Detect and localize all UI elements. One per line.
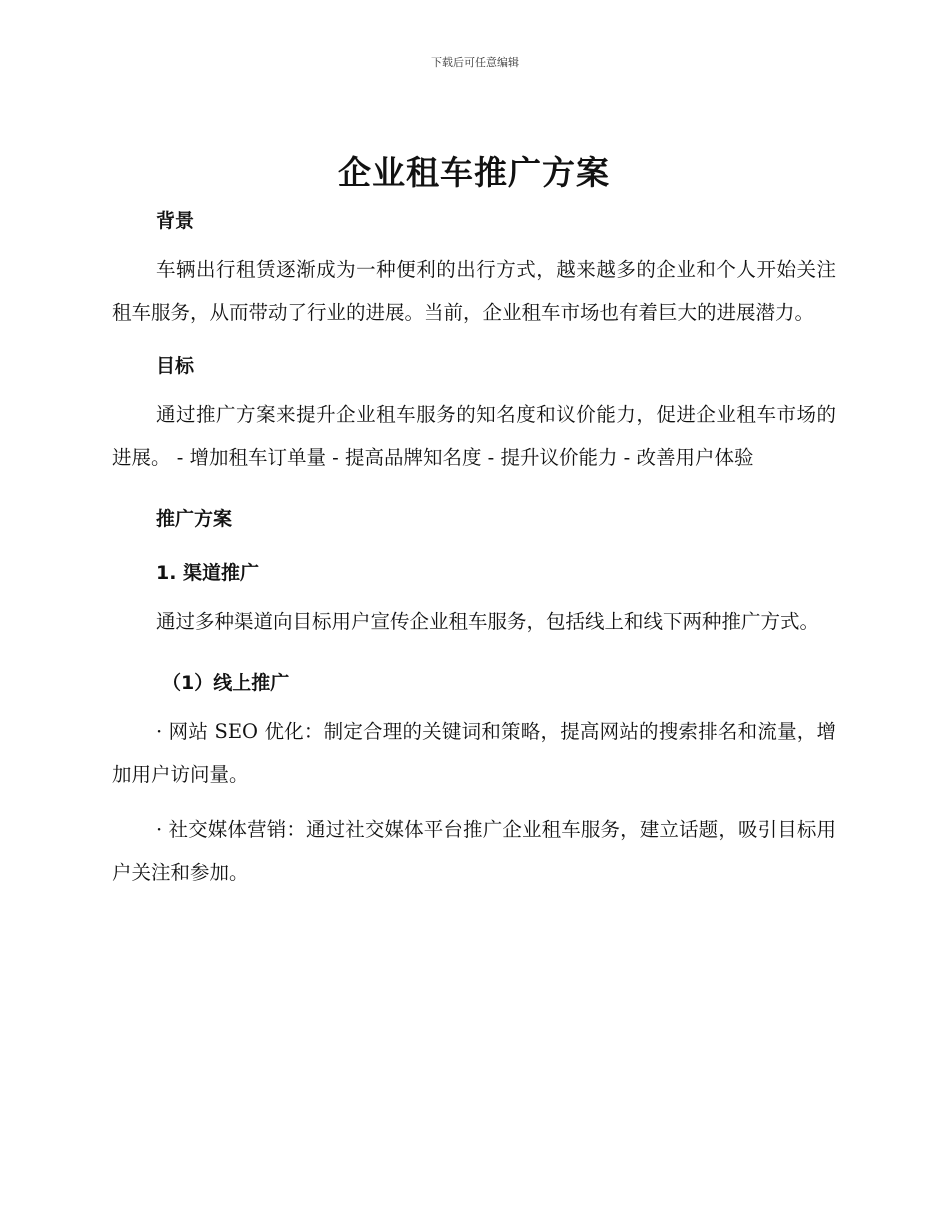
section-heading-plan: 推广方案 <box>156 508 233 530</box>
list-item-seo: · 网站 SEO 优化：制定合理的关键词和策略，提高网站的搜索排名和流量，增加用户访问量。 <box>112 720 836 786</box>
paragraph-goal: 通过推广方案来提升企业租车服务的知名度和议价能力，促进企业租车市场的进展。 - 增加租车订单量 - 提高品牌知名度 - 提升议价能力 - 改善用户体验 <box>112 403 836 469</box>
document-title: 企业租车推广方案 <box>338 153 610 192</box>
paragraph-channel: 通过多种渠道向目标用户宣传企业租车服务，包括线上和线下两种推广方式。 <box>156 610 820 633</box>
list-item-social-media: · 社交媒体营销：通过社交媒体平台推广企业租车服务，建立话题，吸引目标用户关注和参加。 <box>112 818 836 884</box>
paragraph-background: 车辆出行租赁逐渐成为一种便利的出行方式，越来越多的企业和个人开始关注租车服务，从而带动了行业的进展。当前，企业租车市场也有着巨大的进展潜力。 <box>112 258 836 324</box>
subsection-heading-channel: 1. 渠道推广 <box>156 562 260 584</box>
section-heading-background: 背景 <box>156 210 195 232</box>
header-note: 下载后可任意编辑 <box>431 56 519 69</box>
subsection-heading-online: （1）线上推广 <box>162 672 290 694</box>
section-heading-goal: 目标 <box>156 355 195 377</box>
document-body <box>112 148 836 894</box>
